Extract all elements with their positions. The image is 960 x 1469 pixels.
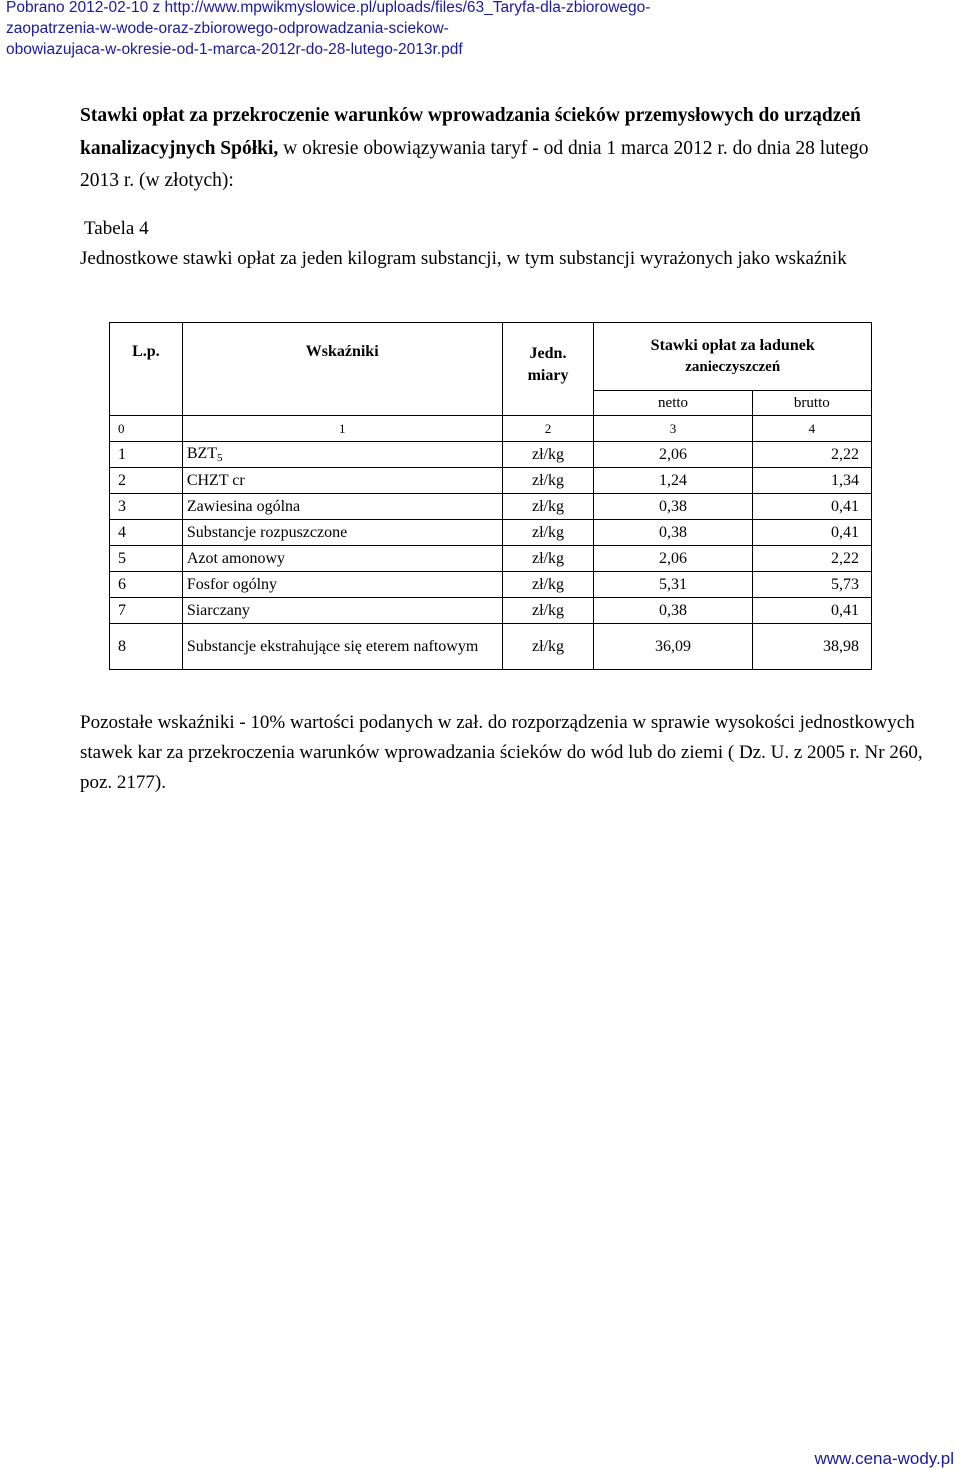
row-unit: zł/kg — [502, 520, 594, 546]
table-header-row — [110, 323, 872, 391]
row-netto: 1,24 — [594, 468, 752, 494]
row-indicator: Substancje rozpuszczone — [182, 520, 502, 546]
header-netto: netto — [594, 391, 752, 416]
row-brutto: 1,34 — [752, 468, 871, 494]
row-indicator-name: BZT — [186, 445, 218, 462]
table-row — [110, 520, 872, 546]
source-url-line: obowiazujaca-w-okresie-od-1-marca-2012r-do-28-lutego-2013r.pdf — [6, 41, 463, 58]
row-unit: zł/kg — [502, 598, 594, 624]
column-number: 4 — [752, 416, 871, 442]
row-lp: 3 — [110, 494, 183, 520]
header-wskazniki: Wskaźniki — [182, 323, 502, 416]
row-netto: 2,06 — [594, 546, 752, 572]
table-row — [110, 624, 872, 670]
header-brutto: brutto — [752, 391, 871, 416]
column-number-row — [110, 416, 872, 442]
row-indicator: Fosfor ogólny — [182, 572, 502, 598]
row-indicator — [182, 442, 502, 468]
table-caption: Tabela 4 — [84, 218, 149, 239]
row-brutto: 0,41 — [752, 494, 871, 520]
row-lp: 2 — [110, 468, 183, 494]
row-brutto: 2,22 — [752, 442, 871, 468]
row-indicator: Azot amonowy — [182, 546, 502, 572]
table-row — [110, 494, 872, 520]
table-row — [110, 546, 872, 572]
footer-brand-link[interactable]: www.cena-wody.pl — [814, 1449, 954, 1468]
document-title-normal: w okresie obowiązywania taryf - od dnia 1 marca 2012 r. do dnia 28 lutego 2013 r. (w złotych): — [80, 137, 869, 191]
row-lp: 8 — [110, 624, 183, 670]
column-number: 0 — [110, 416, 183, 442]
rates-table — [109, 322, 872, 670]
row-lp: 4 — [110, 520, 183, 546]
row-indicator-subscript: 5 — [217, 452, 223, 464]
row-unit: zł/kg — [502, 468, 594, 494]
table-row — [110, 442, 872, 468]
row-indicator: CHZT cr — [182, 468, 502, 494]
row-brutto: 0,41 — [752, 520, 871, 546]
column-number: 3 — [594, 416, 752, 442]
row-indicator: Siarczany — [182, 598, 502, 624]
header-lp: L.p. — [110, 323, 183, 416]
source-url-header — [6, 0, 946, 60]
header-stawki — [594, 323, 872, 391]
document-title-bold: Stawki opłat za przekroczenie warunków wprowadzania ścieków przemysłowych do urządzeń kanalizacyjnych Spółki, — [80, 105, 861, 159]
row-netto: 2,06 — [594, 442, 752, 468]
header-jednostka — [502, 323, 594, 416]
row-netto: 5,31 — [594, 572, 752, 598]
table-row — [110, 468, 872, 494]
column-number: 1 — [182, 416, 502, 442]
source-url-line: zaopatrzenia-w-wode-oraz-zbiorowego-odprowadzania-sciekow- — [6, 20, 449, 37]
row-netto: 0,38 — [594, 598, 752, 624]
table-row — [110, 598, 872, 624]
source-url-line: Pobrano 2012-02-10 z http://www.mpwikmyslowice.pl/uploads/files/63_Taryfa-dla-zbiorowego- — [6, 0, 651, 16]
header-stawki-line1: Stawki opłat za ładunek — [650, 337, 815, 354]
column-number: 2 — [502, 416, 594, 442]
row-unit: zł/kg — [502, 624, 594, 670]
row-unit: zł/kg — [502, 442, 594, 468]
row-lp: 1 — [110, 442, 183, 468]
row-netto: 0,38 — [594, 520, 752, 546]
table-description: Jednostkowe stawki opłat za jeden kilogram substancji, w tym substancji wyrażonych jako wskaźnik — [80, 248, 847, 269]
row-brutto: 0,41 — [752, 598, 871, 624]
row-unit: zł/kg — [502, 494, 594, 520]
row-indicator: Zawiesina ogólna — [182, 494, 502, 520]
header-jednostka-line2: miary — [527, 367, 569, 384]
row-brutto: 5,73 — [752, 572, 871, 598]
footnote: Pozostałe wskaźniki - 10% wartości podanych w zał. do rozporządzenia w sprawie wysokości jednostkowych stawek kar za przekroczenia warunków wprowadzania ścieków do wód lub do ziemi ( Dz. U. z 2005 r. Nr 260, poz. 2177). — [80, 712, 923, 793]
table-row — [110, 572, 872, 598]
row-netto: 36,09 — [594, 624, 752, 670]
row-lp: 5 — [110, 546, 183, 572]
header-jednostka-line1: Jedn. — [529, 345, 567, 362]
header-stawki-line2: zanieczyszczeń — [685, 359, 781, 375]
row-lp: 6 — [110, 572, 183, 598]
row-brutto: 2,22 — [752, 546, 871, 572]
document-title — [80, 100, 905, 198]
row-unit: zł/kg — [502, 546, 594, 572]
row-netto: 0,38 — [594, 494, 752, 520]
row-unit: zł/kg — [502, 572, 594, 598]
row-lp: 7 — [110, 598, 183, 624]
row-indicator: Substancje ekstrahujące się eterem naftowym — [182, 624, 502, 670]
row-brutto: 38,98 — [752, 624, 871, 670]
